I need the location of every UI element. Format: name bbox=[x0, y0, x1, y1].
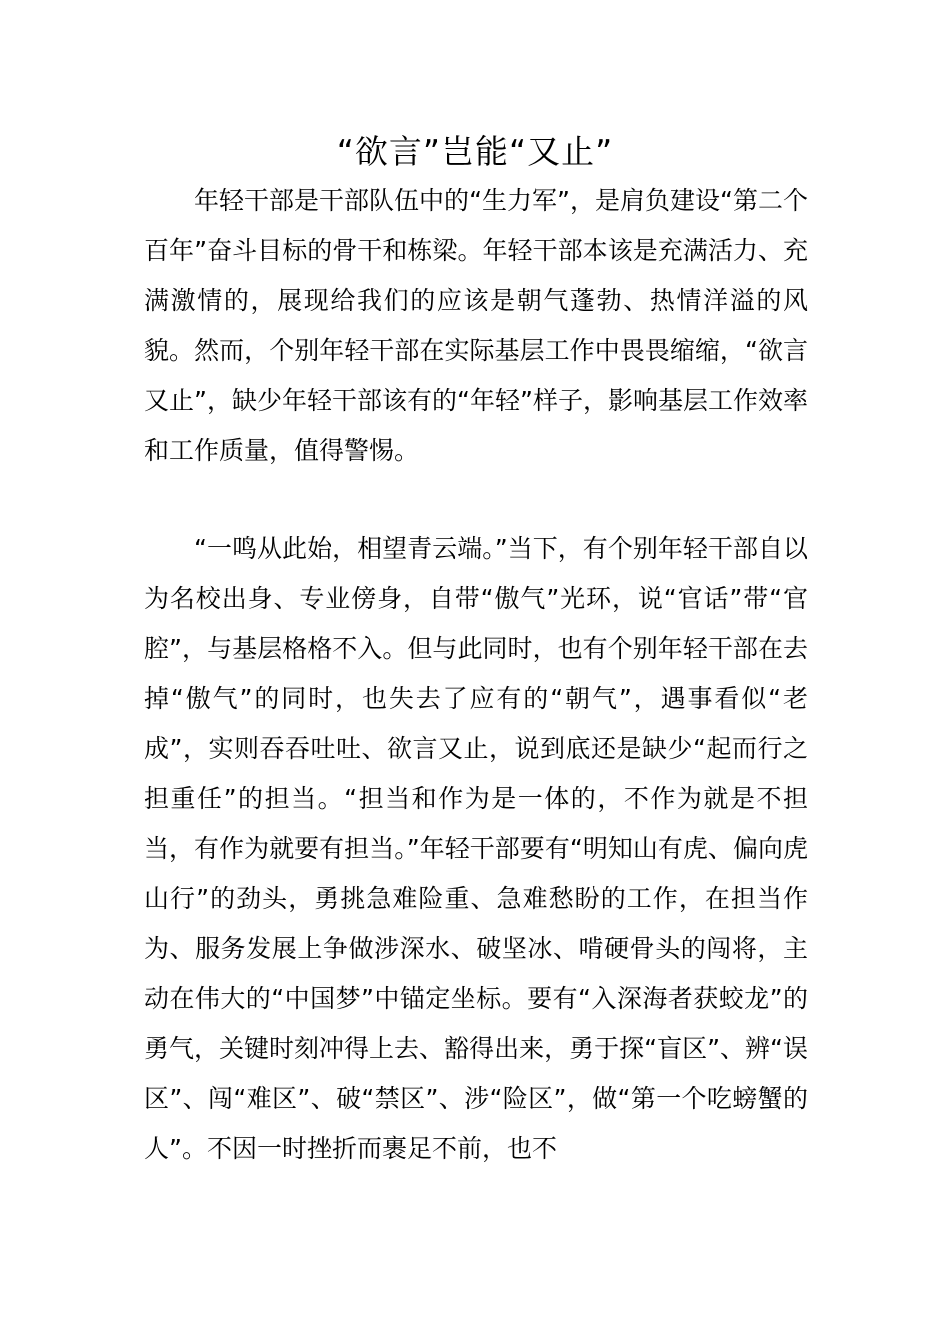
paragraph-2: “一鸣从此始，相望青云端。”当下，有个别年轻干部自以为名校出身、专业傍身，自带“傲气”光环，说“官话”带“官腔”，与基层格格不入。但与此同时，也有个别年轻干部在去掉“傲气”的同时，也失去了应有的“朝气”，遇事看似“老成”，实则吞吞吐吐、欲言又止，说到底还是缺少“起而行之担重任”的担当。“担当和作为是一体的，不作为就是不担当，有作为就要有担当。”年轻干部要有“明知山有虎、偏向虎山行”的劲头，勇挑急难险重、急难愁盼的工作，在担当作为、服务发展上争做涉深水、破坚冰、啃硬骨头的闯将，主动在伟大的“中国梦”中锚定坐标。要有“入深海者获蛟龙”的勇气，关键时刻冲得上去、豁得出来，勇于探“盲区”、辨“误区”、闯“难区”、破“禁区”、涉“险区”，做“第一个吃螃蟹的人”。不因一时挫折而裹足不前，也不 bbox=[144, 534, 808, 1163]
paragraph-1: 年轻干部是干部队伍中的“生力军”，是肩负建设“第二个百年”奋斗目标的骨干和栋梁。年轻干部本该是充满活力、充满激情的，展现给我们的应该是朝气蓬勃、热情洋溢的风貌。然而，个别年轻干部在实际基层工作中畏畏缩缩，“欲言又止”，缺少年轻干部该有的“年轻”样子，影响基层工作效率和工作质量，值得警惕。 bbox=[144, 186, 808, 465]
document-title: “欲言”岂能“又止” bbox=[336, 132, 614, 171]
